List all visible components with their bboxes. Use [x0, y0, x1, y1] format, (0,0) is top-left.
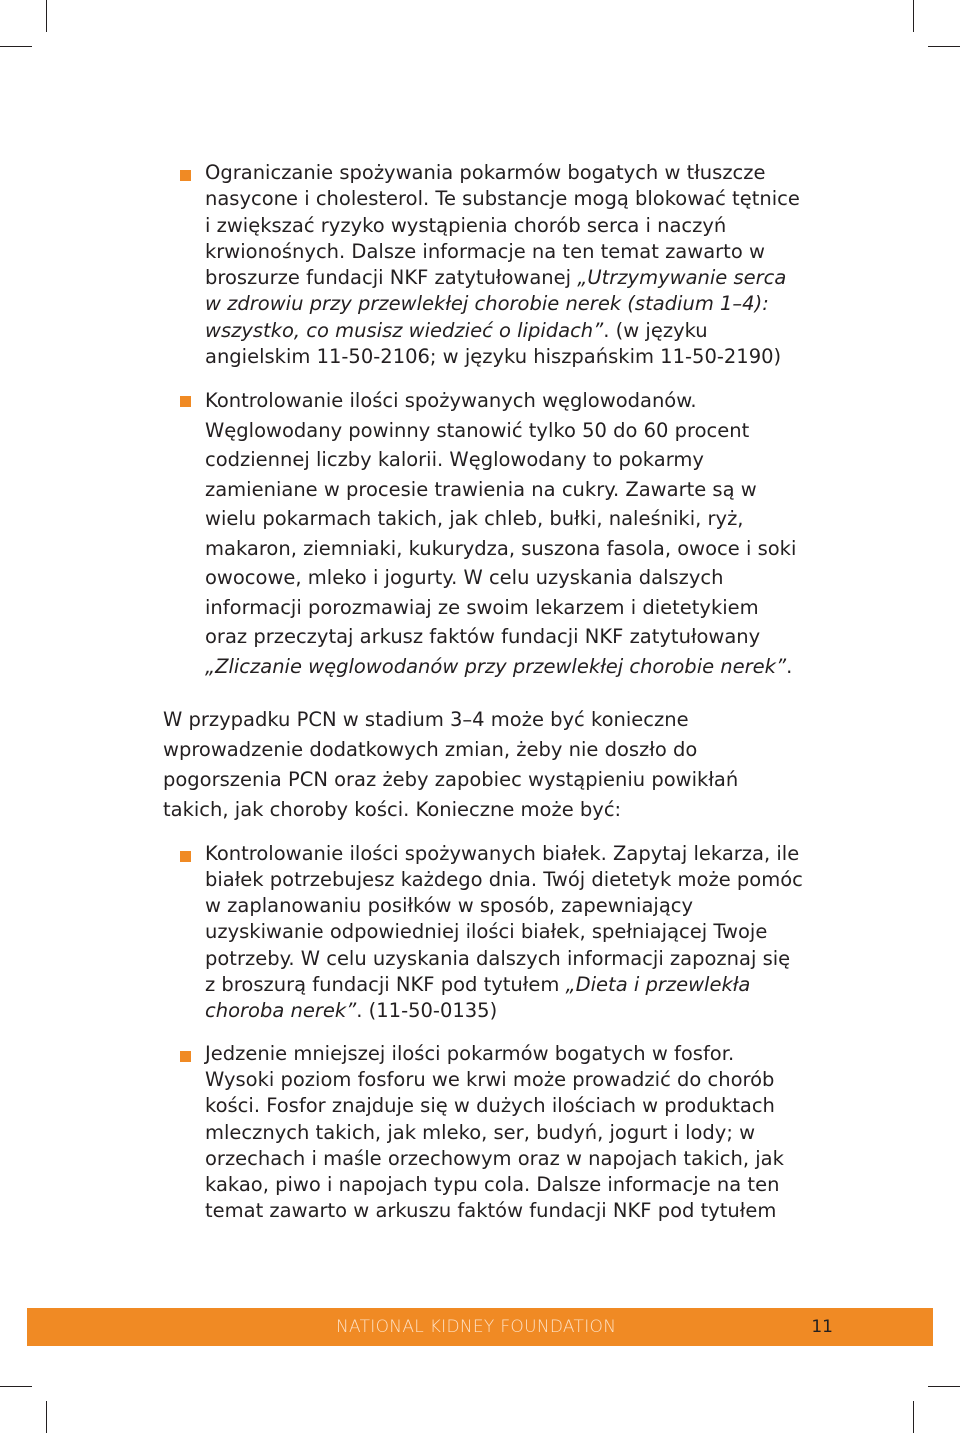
- publication-title: „Dieta i przewlekła choroba nerek”: [205, 973, 751, 1023]
- crop-mark: [913, 1401, 914, 1433]
- crop-mark: [46, 1401, 47, 1433]
- list-item: [163, 1041, 803, 1225]
- crop-mark: [928, 1386, 960, 1387]
- crop-mark: [0, 46, 32, 47]
- list-item: [163, 386, 803, 681]
- item-text: Kontrolowanie ilości spożywanych białek. Zapytaj lekarza, ile białek potrzebujesz każdego dnia. Twój dietetyk może pomóc w zaplanowaniu posiłków w sposób, zapewniający uzyskiwanie odpowiedniej ilości białek, spełniającej Twoje potrzeby. W celu uzyskania dalszych informacji zapoznaj się z broszurą fundacji NKF pod tytułem: [205, 841, 803, 997]
- item-text: Jedzenie mniejszej ilości pokarmów bogatych w fosfor. Wysoki poziom fosforu we krwi może prowadzić do chorób kości. Fosfor znajduje się w dużych ilościach w produktach mlecznych takich, jak mleko, ser, budyń, jogurt i lody; w orzechach i maśle orzechowym oraz w napojach takich, jak kakao, piwo i napojach typu cola. Dalsze informacje na ten temat zawarto w arkuszu faktów fundacji NKF pod tytułem: [205, 1041, 784, 1223]
- bullet-square-icon: [180, 170, 191, 181]
- list-item: [163, 841, 803, 1025]
- item-text: .: [786, 654, 793, 678]
- body-paragraph: W przypadku PCN w stadium 3–4 może być konieczne wprowadzenie dodatkowych zmian, żeby nie doszło do pogorszenia PCN oraz żeby zapobiec wystąpieniu powikłań takich, jak choroby kości. Konieczne może być:: [163, 708, 739, 821]
- crop-mark: [913, 0, 914, 32]
- publication-title: „Zliczanie węglowodanów przy przewlekłej chorobie nerek”: [205, 654, 787, 678]
- page-number: 11: [811, 1317, 833, 1337]
- item-text: Ograniczanie spożywania pokarmów bogatych w tłuszcze nasycone i cholesterol. Te substancje mogą blokować tętnice i zwiększać ryzyko wystąpienia chorób serca i naczyń krwionośnych. Dalsze informacje na ten temat zawarto w broszurze fundacji NKF zatytułowanej: [205, 161, 800, 290]
- page-content: [163, 160, 803, 1241]
- crop-mark: [928, 46, 960, 47]
- footer-organization: NATIONAL KIDNEY FOUNDATION: [336, 1317, 617, 1337]
- bullet-square-icon: [180, 851, 191, 862]
- item-text: . (w języku angielskim 11-50-2106; w języku hiszpańskim 11-50-2190): [205, 318, 782, 369]
- publication-title: „Utrzymywanie serca w zdrowiu przy przewlekłej chorobie nerek (stadium 1–4): wszystko, co musisz wiedzieć o lipidach”: [205, 266, 787, 342]
- footer-bar: [27, 1308, 933, 1346]
- item-text: . (11-50-0135): [356, 999, 498, 1023]
- list-item: [163, 160, 803, 370]
- bullet-square-icon: [180, 396, 191, 407]
- crop-mark: [46, 0, 47, 32]
- crop-mark: [0, 1386, 32, 1387]
- bullet-square-icon: [180, 1051, 191, 1062]
- item-text: Kontrolowanie ilości spożywanych węglowodanów. Węglowodany powinny stanowić tylko 50 do 60 procent codziennej liczby kalorii. Węglowodany to pokarmy zamieniane w procesie trawienia na cukry. Zawarte są w wielu pokarmach takich, jak chleb, bułki, naleśniki, ryż, makaron, ziemniaki, kukurydza, suszona fasola, owoce i soki owocowe, mleko i jogurty. W celu uzyskania dalszych informacji porozmawiaj ze swoim lekarzem i dietetykiem oraz przeczytaj arkusz faktów fundacji NKF zatytułowany: [205, 389, 797, 649]
